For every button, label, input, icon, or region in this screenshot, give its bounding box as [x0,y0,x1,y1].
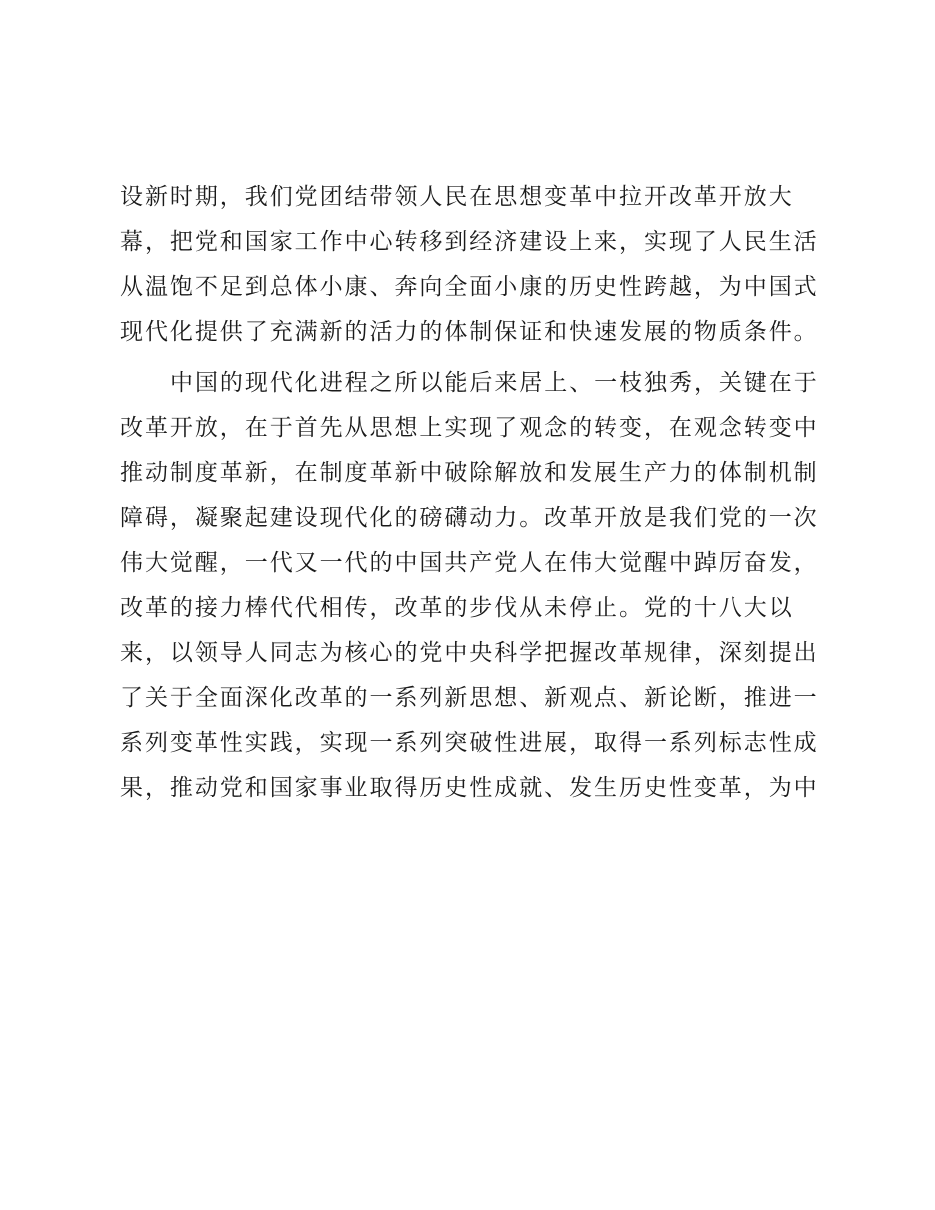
text-line: 系列变革性实践，实现一系列突破性进展，取得一系列标志性成 [120,730,819,756]
text-line: 从温饱不足到总体小康、奔向全面小康的历史性跨越，为中国式 [120,274,819,300]
text-line: 了关于全面深化改革的一系列新思想、新观点、新论断，推进一 [120,685,819,711]
text-line: 改革开放，在于首先从思想上实现了观念的转变，在观念转变中 [120,415,819,441]
text-line: 推动制度革新，在制度革新中破除解放和发展生产力的体制机制 [120,460,819,486]
text-line: 伟大觉醒，一代又一代的中国共产党人在伟大觉醒中踔厉奋发， [120,550,819,576]
text-line: 障碍，凝聚起建设现代化的磅礴动力。改革开放是我们党的一次 [120,505,819,531]
body-text [120,175,828,811]
text-line: 设新时期，我们党团结带领人民在思想变革中拉开改革开放大 [120,184,794,210]
text-line: 现代化提供了充满新的活力的体制保证和快速发展的物质条件。 [120,319,819,345]
text-line: 来，以领导人同志为核心的党中央科学把握改革规律，深刻提出 [120,640,819,666]
text-line: 中国的现代化进程之所以能后来居上、一枝独秀，关键在于 [170,370,819,396]
text-line: 幕，把党和国家工作中心转移到经济建设上来，实现了人民生活 [120,229,819,255]
text-line: 改革的接力棒代代相传，改革的步伐从未停止。党的十八大以 [120,595,794,621]
text-line: 果，推动党和国家事业取得历史性成就、发生历史性变革，为中 [120,775,819,801]
